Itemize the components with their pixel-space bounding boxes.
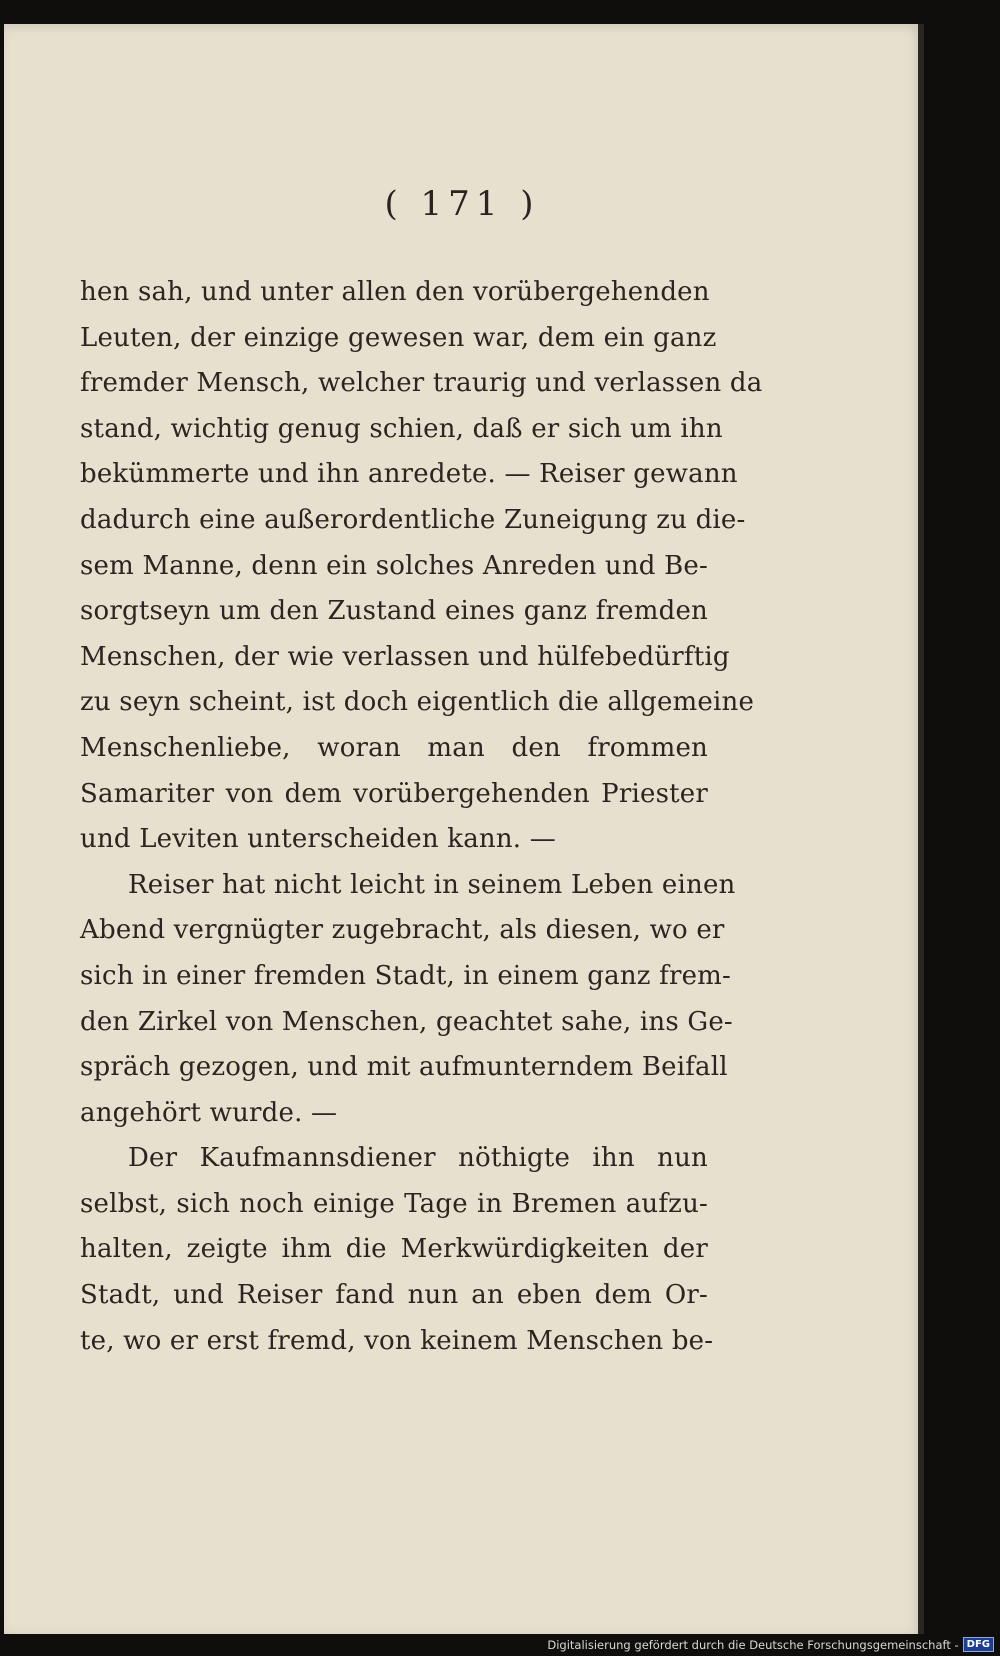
page-number: ( 171 ) <box>384 184 540 224</box>
text-line: Stadt, und Reiser fand nun an eben dem Or- <box>80 1280 708 1311</box>
body-text <box>80 270 763 1364</box>
text-line: Der Kaufmannsdiener nöthigte ihn nun <box>128 1143 708 1174</box>
text-line: Reiser hat nicht leicht in seinem Leben einen <box>128 869 736 900</box>
dfg-logo-icon: DFG <box>963 1637 994 1652</box>
text-line: Abend vergnügter zugebracht, als diesen, wo er <box>80 915 725 946</box>
book-page <box>4 24 920 1634</box>
text-line: Menschenliebe, woran man den frommen <box>80 732 708 763</box>
text-line: Samariter von dem vorübergehenden Priester <box>80 778 708 809</box>
text-line: selbst, sich noch einige Tage in Bremen aufzu- <box>80 1188 708 1219</box>
text-line: sich in einer fremden Stadt, in einem ganz frem- <box>80 960 732 991</box>
text-line: bekümmerte und ihn anredete. — Reiser gewann <box>80 459 738 490</box>
text-line: spräch gezogen, und mit aufmunterndem Beifall <box>80 1052 728 1083</box>
text-line: stand, wichtig genug schien, daß er sich um ihn <box>80 413 723 444</box>
text-line: te, wo er erst fremd, von keinem Menschen be- <box>80 1325 714 1356</box>
text-line: fremder Mensch, welcher traurig und verlassen da <box>80 368 763 399</box>
text-line: dadurch eine außerordentliche Zuneigung zu die- <box>80 504 746 535</box>
text-line: zu seyn scheint, ist doch eigentlich die allgemeine <box>80 687 755 718</box>
page-edge <box>918 24 924 1634</box>
text-line: angehört wurde. — <box>80 1097 338 1128</box>
text-line: sorgtseyn um den Zustand eines ganz fremden <box>80 596 708 627</box>
text-line: und Leviten unterscheiden kann. — <box>80 824 556 855</box>
text-line: den Zirkel von Menschen, geachtet sahe, ins Ge- <box>80 1006 733 1037</box>
text-line: Menschen, der wie verlassen und hülfebedürftig <box>80 641 730 672</box>
footer-credit <box>547 1637 994 1652</box>
text-line: halten, zeigte ihm die Merkwürdigkeiten der <box>80 1234 708 1265</box>
text-line: Leuten, der einzige gewesen war, dem ein ganz <box>80 322 717 353</box>
text-line: hen sah, und unter allen den vorübergehenden <box>80 277 710 307</box>
footer-text: Digitalisierung gefördert durch die Deutsche Forschungsgemeinschaft - <box>547 1637 959 1652</box>
text-line: sem Manne, denn ein solches Anreden und Be- <box>80 550 708 581</box>
